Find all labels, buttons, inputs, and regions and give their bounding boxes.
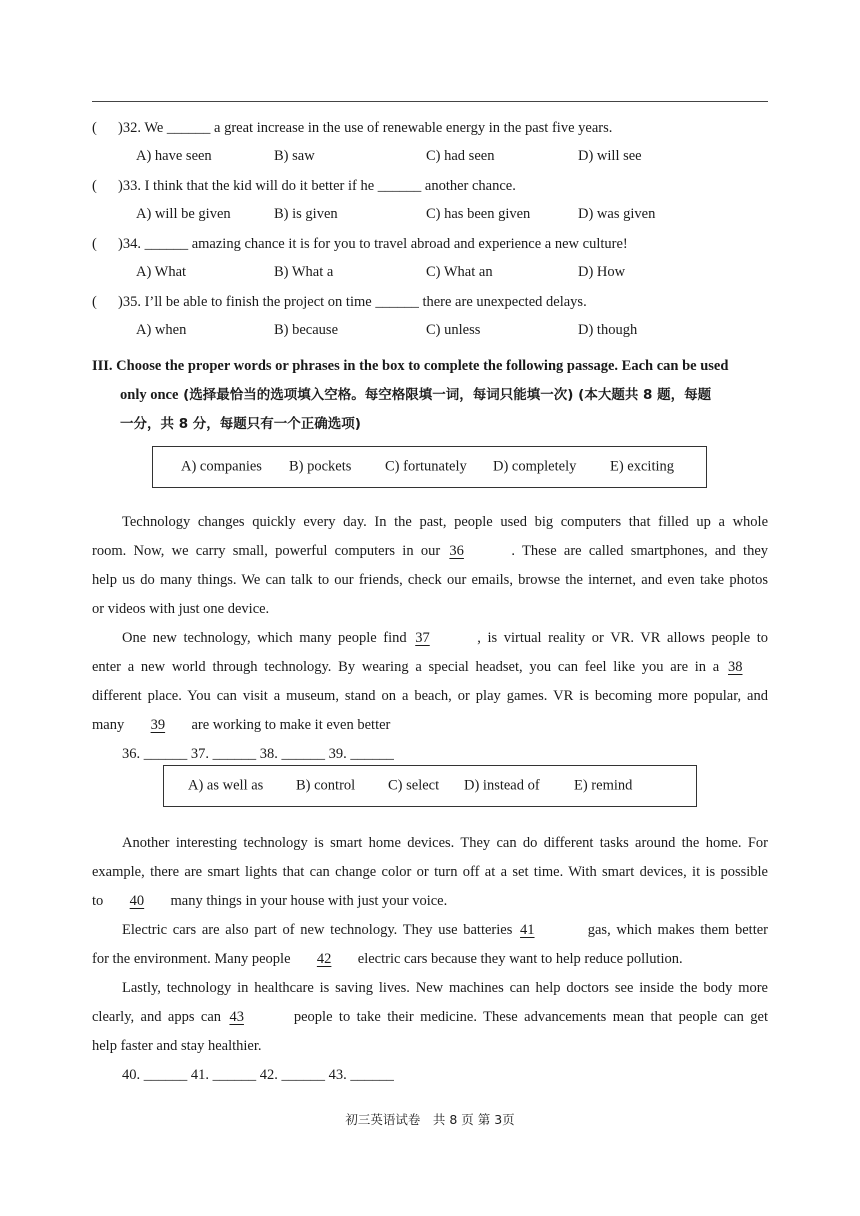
- question-35: [92, 293, 587, 311]
- blank-42: 42: [316, 951, 332, 967]
- passage-text: gas, which makes them better: [582, 922, 768, 938]
- question-34: [92, 235, 628, 253]
- answer-paren: (: [92, 178, 97, 194]
- passage-text: are working to make it even better: [187, 717, 391, 733]
- answer-paren: (: [92, 236, 97, 252]
- option-c: C) has been given: [426, 206, 531, 222]
- option-c: C) unless: [426, 322, 481, 338]
- passage-line: [92, 624, 768, 653]
- option-a: A) What: [136, 264, 187, 280]
- passage-text: for the environment. Many people: [92, 951, 295, 967]
- question-number: )33.: [118, 178, 141, 194]
- section-title-cn: (选择最恰当的选项填入空格。每空格限填一词，每词只能填一次): [178, 387, 579, 403]
- passage-text: . These are called smartphones, and they: [511, 543, 768, 559]
- blank-41: 41: [520, 922, 535, 938]
- option-d: D) will see: [578, 148, 642, 164]
- passage-text: many things in your house with just your voice.: [166, 893, 448, 909]
- option-c: C) What an: [426, 264, 493, 280]
- blank-36: 36: [449, 543, 464, 559]
- header-rule: [92, 101, 768, 102]
- option-a: A) have seen: [136, 148, 212, 164]
- passage-line: or videos with just one device.: [92, 601, 270, 617]
- blank-43: 43: [229, 1009, 244, 1025]
- word-box-option: B) pockets: [289, 458, 352, 475]
- blank-40: 40: [129, 893, 145, 909]
- answer-paren: (: [92, 294, 97, 310]
- passage-text: , is virtual reality or VR. VR allows people to: [477, 630, 768, 646]
- question-number: )34.: [118, 236, 141, 252]
- passage-line: [92, 887, 768, 916]
- passage-text: electric cars because they want to help reduce pollution.: [354, 951, 683, 967]
- blank-39: 39: [150, 717, 166, 733]
- question-stem: I think that the kid will do it better if he ______ another chance.: [140, 178, 516, 194]
- question-32: [92, 119, 612, 137]
- option-d: D) How: [578, 264, 626, 280]
- option-a: A) will be given: [136, 206, 231, 222]
- passage-1: [92, 508, 768, 769]
- question-number: )35.: [118, 294, 141, 310]
- word-box-option: A) as well as: [188, 777, 264, 794]
- section-title-line2: [92, 381, 772, 410]
- section-title-only-once: only once: [120, 387, 179, 403]
- passage-line: [92, 537, 768, 566]
- option-d: D) though: [578, 322, 638, 338]
- passage-text: to: [92, 893, 107, 909]
- passage-line: example, there are smart lights that can change color or turn off at a set time. With smart devices, it is possible: [92, 864, 768, 880]
- question-stem: I’ll be able to finish the project on time ______ there are unexpected delays.: [140, 294, 587, 310]
- option-b: B) because: [274, 322, 339, 338]
- passage-line: [92, 916, 768, 945]
- passage-line: Lastly, technology in healthcare is saving lives. New machines can help doctors see inside the body more: [122, 980, 768, 996]
- passage-line: help faster and stay healthier.: [92, 1038, 262, 1054]
- option-a: A) when: [136, 322, 187, 338]
- blank-37: 37: [415, 630, 430, 646]
- passage-text: enter a new world through technology. By wearing a special headset, you can feel like you are in a: [92, 659, 726, 675]
- passage-line: [92, 653, 768, 682]
- option-c: C) had seen: [426, 148, 495, 164]
- passage-text: people to take their medicine. These advancements mean that people can get: [287, 1009, 768, 1025]
- word-box-option: E) remind: [574, 777, 633, 794]
- answer-line-40-43: 40. ______ 41. ______ 42. ______ 43. ______: [122, 1067, 394, 1083]
- word-box-option: C) select: [388, 777, 440, 794]
- passage-2: [92, 829, 768, 1090]
- section-heading: [92, 352, 772, 439]
- passage-line: Another interesting technology is smart home devices. They can do different tasks around the home. For: [122, 835, 768, 851]
- passage-line: [92, 1003, 768, 1032]
- passage-line: [92, 945, 768, 974]
- section-title-scoring: (本大题共 8 题，每题: [578, 387, 712, 403]
- word-box-option: C) fortunately: [385, 458, 467, 475]
- option-b: B) saw: [274, 148, 315, 164]
- word-box-option: A) companies: [181, 458, 262, 475]
- word-box-option: D) instead of: [464, 777, 540, 794]
- word-box-2: [163, 765, 697, 807]
- passage-text: room. Now, we carry small, powerful computers in our: [92, 543, 448, 559]
- section-title-line3: 一分，共 8 分，每题只有一个正确选项): [120, 416, 361, 432]
- question-number: )32.: [118, 120, 141, 136]
- word-box-option: D) completely: [493, 458, 577, 475]
- passage-line: different place. You can visit a museum, stand on a beach, or play games. VR is becoming more popular, and: [92, 688, 768, 704]
- blank-38: 38: [728, 659, 743, 675]
- answer-line-36-39: 36. ______ 37. ______ 38. ______ 39. ______: [122, 746, 394, 762]
- passage-text: clearly, and apps can: [92, 1009, 228, 1025]
- question-stem: We ______ a great increase in the use of renewable energy in the past five years.: [140, 120, 613, 136]
- answer-paren: (: [92, 120, 97, 136]
- passage-text: Electric cars are also part of new technology. They use batteries: [122, 922, 519, 938]
- word-box-option: E) exciting: [610, 458, 675, 475]
- question-33: [92, 177, 516, 195]
- option-b: B) is given: [274, 206, 338, 222]
- word-box-option: B) control: [296, 777, 356, 794]
- word-box-1: [152, 446, 707, 488]
- option-b: B) What a: [274, 264, 334, 280]
- page-footer: 初三英语试卷 共 8 页 第 3页: [345, 1112, 515, 1127]
- option-d: D) was given: [578, 206, 656, 222]
- passage-text: One new technology, which many people find: [122, 630, 414, 646]
- question-stem: ______ amazing chance it is for you to travel abroad and experience a new culture!: [140, 236, 628, 252]
- passage-line: help us do many things. We can talk to our friends, check our emails, browse the internet, and even take photos: [92, 572, 768, 588]
- passage-line: Technology changes quickly every day. In the past, people used big computers that filled up a whole: [122, 514, 768, 530]
- passage-text: many: [92, 717, 128, 733]
- section-title-line1: III. Choose the proper words or phrases in the box to complete the following passage. Each can be used: [92, 358, 729, 374]
- passage-line: [92, 711, 768, 740]
